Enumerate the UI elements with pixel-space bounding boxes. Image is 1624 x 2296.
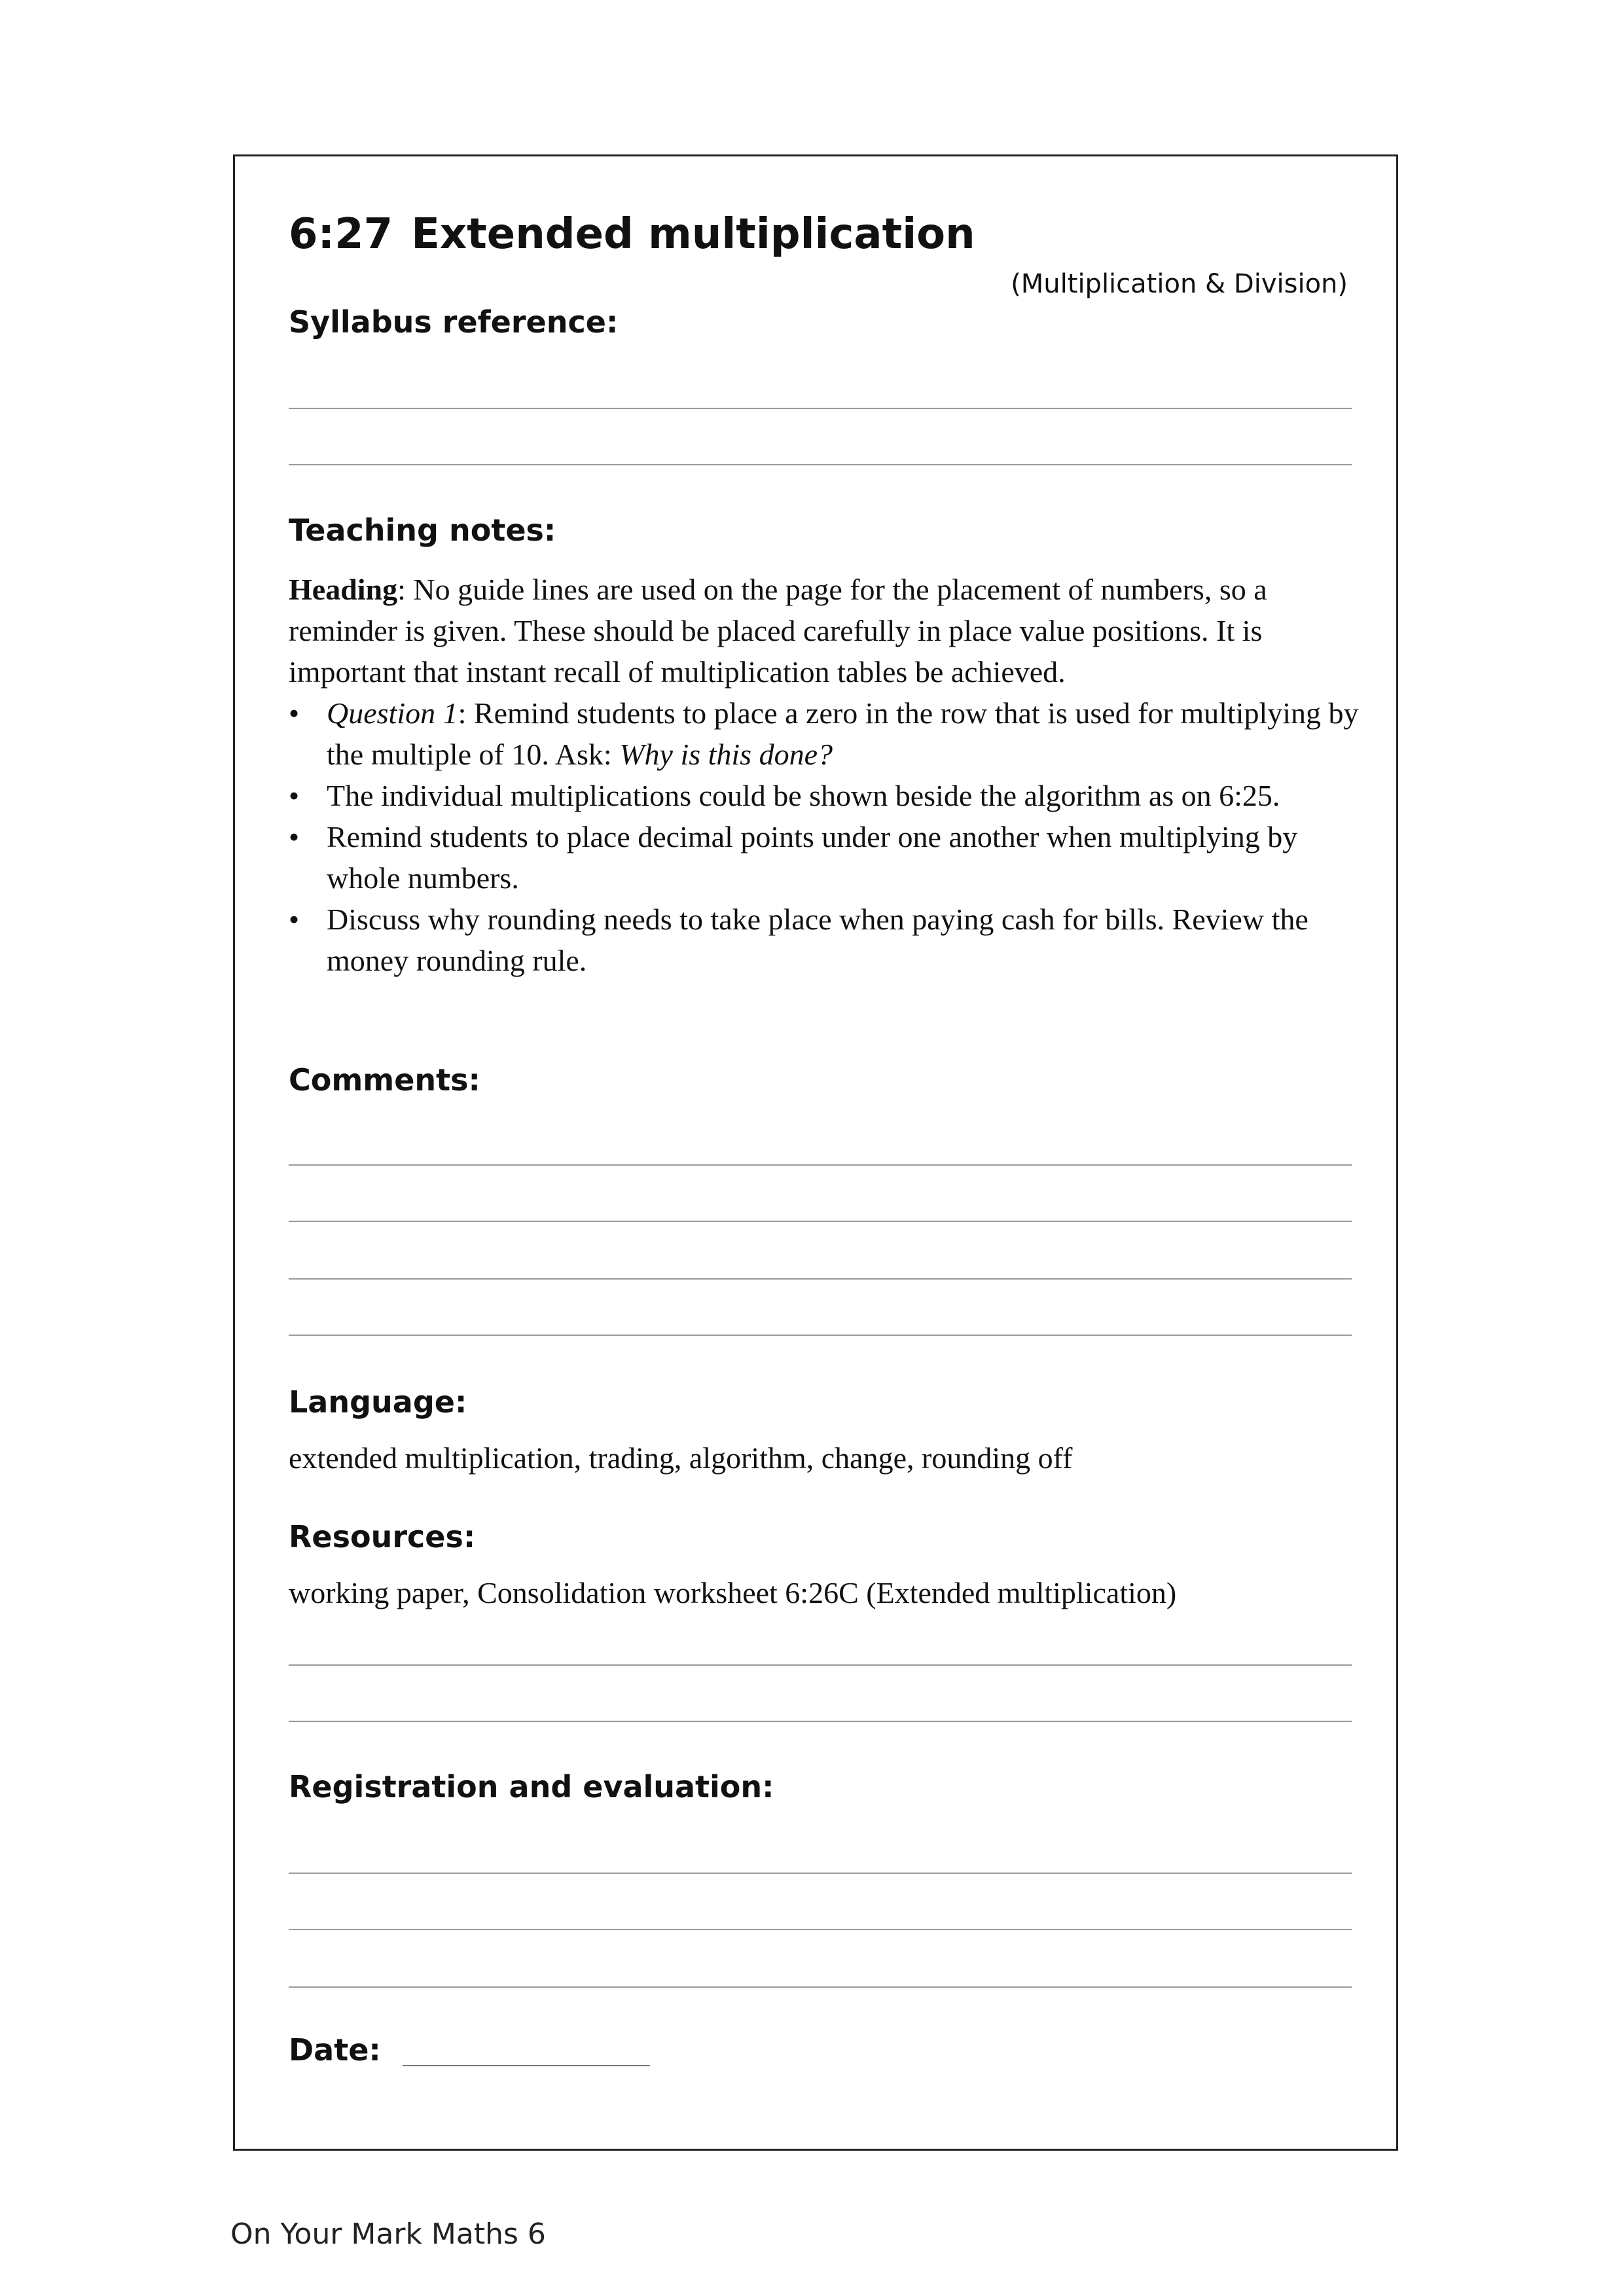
teaching-notes-intro — [289, 569, 1362, 692]
registration-line-2[interactable] — [289, 1929, 1352, 1930]
bullet3-text: Remind students to place decimal points under one another when multiplying by whole numbers. — [327, 820, 1298, 895]
list-item — [289, 899, 1362, 981]
list-item — [289, 775, 1362, 816]
teaching-notes-list — [289, 692, 1362, 981]
page-footer: On Your Mark Maths 6 — [230, 2217, 546, 2251]
date-label: Date: — [289, 2032, 381, 2068]
teaching-notes-body — [289, 569, 1362, 981]
list-item — [289, 692, 1362, 775]
bullet2-text: The individual multiplications could be shown beside the algorithm as on 6:25. — [327, 779, 1280, 812]
list-item — [289, 816, 1362, 899]
bullet1-italic: Question 1 — [327, 696, 458, 730]
bullet-icon: • — [289, 696, 300, 730]
syllabus-line-1[interactable] — [289, 408, 1352, 409]
comments-line-3[interactable] — [289, 1278, 1352, 1280]
bullet4-text: Discuss why rounding needs to take place when paying cash for bills. Review the money rounding rule. — [327, 903, 1308, 977]
comments-heading: Comments: — [289, 1062, 480, 1098]
intro-bold-label: Heading — [289, 573, 398, 606]
bullet-icon: • — [289, 779, 300, 812]
lesson-number: 6:27 — [289, 210, 393, 259]
resources-heading: Resources: — [289, 1519, 476, 1554]
syllabus-heading: Syllabus reference: — [289, 304, 619, 340]
comments-line-1[interactable] — [289, 1164, 1352, 1166]
resources-line-2[interactable] — [289, 1721, 1352, 1722]
comments-line-2[interactable] — [289, 1221, 1352, 1222]
registration-heading: Registration and evaluation: — [289, 1769, 774, 1804]
language-text: extended multiplication, trading, algorithm, change, rounding off — [289, 1441, 1073, 1475]
bullet1-question: Why is this done? — [619, 738, 833, 771]
bullet-icon: • — [289, 903, 300, 936]
strand-label: (Multiplication & Division) — [1011, 269, 1348, 299]
resources-text: working paper, Consolidation worksheet 6:26C (Extended multiplication) — [289, 1576, 1177, 1609]
bullet1-text: : Remind students to place a zero in the row that is used for multiplying by the multiple of 10. Ask: — [327, 696, 1359, 771]
lesson-sheet — [233, 154, 1398, 2151]
resources-line-1[interactable] — [289, 1664, 1352, 1666]
bullet-icon: • — [289, 820, 300, 853]
registration-line-3[interactable] — [289, 1986, 1352, 1988]
syllabus-line-2[interactable] — [289, 464, 1352, 465]
lesson-title — [289, 210, 975, 259]
language-heading: Language: — [289, 1384, 467, 1420]
lesson-title-text: Extended multiplication — [411, 210, 975, 259]
date-field-line[interactable] — [403, 2065, 650, 2066]
registration-line-1[interactable] — [289, 1873, 1352, 1874]
teaching-notes-heading: Teaching notes: — [289, 512, 556, 548]
comments-line-4[interactable] — [289, 1335, 1352, 1336]
intro-text: : No guide lines are used on the page for the placement of numbers, so a reminder is given. These should be placed carefully in place value positions. It is important that instant recall of multiplication tables be achieved. — [289, 573, 1267, 689]
